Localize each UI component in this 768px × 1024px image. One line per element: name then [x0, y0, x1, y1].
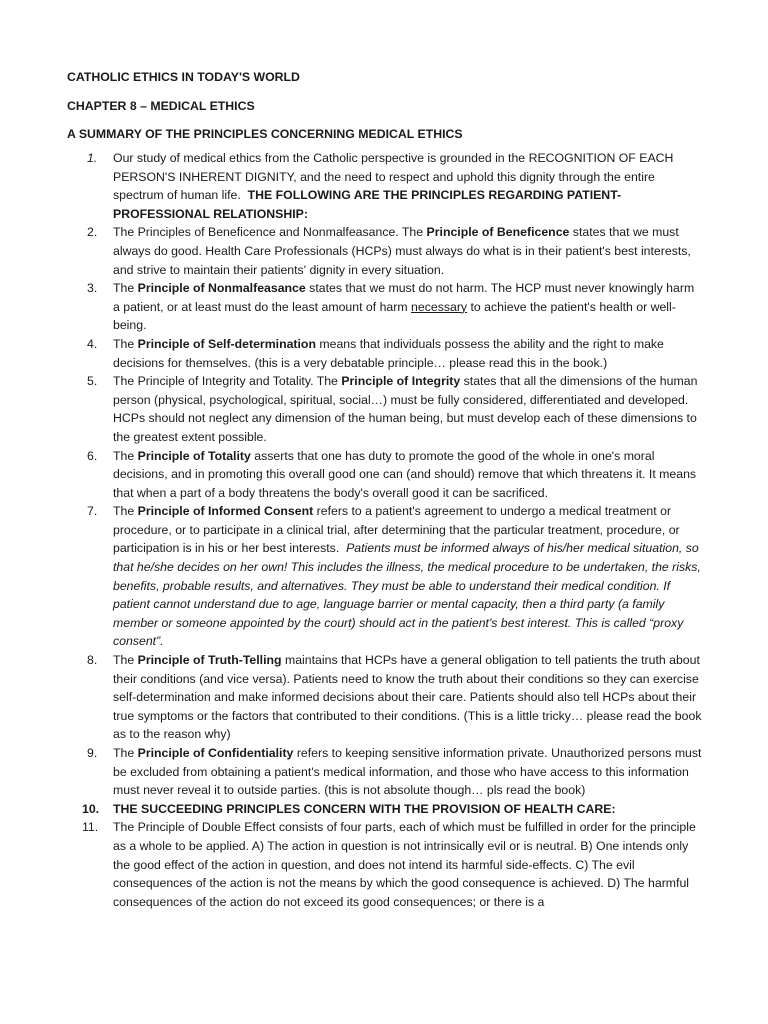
list-item [67, 223, 704, 279]
item-text: states that all the dimensions of the human person (physical, psychological, spiritual, social…) must be fully considered, differentiated and developed. HCPs should not neglect any dimension of the human being, but must develop each of these dimensions to the greatest extent possible. [113, 374, 698, 444]
item-text: asserts that one has duty to promote the good of the whole in one's moral decisions, and in promoting this overall good one can (and should) remove that which threatens it. It means that when a part of a body threatens the body's overall good it can be sacrificed. [113, 448, 697, 500]
list-item [67, 335, 704, 372]
principle-name: Principle of Self-determination [137, 336, 316, 351]
underlined-text: necessary [411, 299, 468, 314]
item-text: The [113, 448, 135, 463]
list-item [67, 502, 704, 651]
item-text: maintains that HCPs have a general obligation to tell patients the truth about their conditions (and vice versa). Patients need to know the truth about their conditions so they can exercise self-determination and make informed decisions about their care. Patients should also tell HCPs about their true symptoms or the factors that contributed to their conditions. (This is a little tricky… please read the book as to the reason why) [113, 653, 702, 742]
item-number: 1. [87, 151, 98, 165]
principle-name: Principle of Informed Consent [137, 504, 314, 519]
principle-name: Principle of Beneficence [426, 225, 570, 240]
item-number: 4. [87, 336, 98, 351]
list-item [67, 447, 704, 503]
item-text: means that individuals possess the ability and the right to make decisions for themselves. (this is a very debatable principle… please read this in the book.) [113, 336, 664, 370]
list-item [67, 651, 704, 744]
principle-name: Principle of Confidentiality [137, 746, 294, 760]
item-number: 2. [87, 225, 98, 240]
list-item [67, 744, 704, 800]
item-text: states that we must always do good. Health Care Professionals (HCPs) must always do what is in their patient's best interests, and strive to maintain their patients' dignity in every situation. [113, 225, 691, 277]
list-item [67, 149, 704, 223]
item-bold-text: THE FOLLOWING ARE THE PRINCIPLES REGARDING PATIENT-PROFESSIONAL RELATIONSHIP: [113, 188, 622, 221]
italic-text: Patients must be informed always of his/her medical situation, so that he/she decides on her own! This includes the illness, the medical procedure to be undertaken, the risks, benefits, probable results, and alternatives. They must be able to understand their medical condition. If patient cannot understand due to age, language barrier or mental capacity, then a third party (a family member or someone appointed by the court) should act in the patient's best interest. This is called “proxy consent”. [113, 541, 701, 649]
item-text: Our study of medical ethics from the Catholic perspective is grounded in the RECOGNITION OF EACH PERSON'S INHERENT DIGNITY, and the need to respect and uphold this dignity through the entire spectrum of human life. [113, 151, 674, 203]
item-text: The Principle of Integrity and Totality. The [113, 374, 338, 389]
item-number: 11. [82, 820, 99, 835]
list-item [67, 818, 704, 911]
item-number: 8. [87, 653, 98, 668]
item-number: 10. [82, 801, 100, 816]
principle-name: Principle of Totality [137, 448, 251, 463]
principle-name: Principle of Truth-Telling [137, 653, 282, 668]
item-number: 7. [87, 504, 98, 519]
item-number: 9. [87, 746, 98, 760]
item-number: 5. [87, 374, 98, 389]
principles-list [67, 149, 704, 911]
item-text: The [113, 653, 135, 668]
principle-name: Principle of Integrity [341, 374, 461, 389]
list-item [67, 800, 704, 819]
item-text: states that we must do not harm. The HCP must never knowingly harm a patient, or at least must do the least amount of harm [113, 281, 695, 314]
section-heading: THE SUCCEEDING PRINCIPLES CONCERN WITH THE PROVISION OF HEALTH CARE: [113, 801, 616, 816]
item-text: The Principle of Double Effect consists of four parts, each of which must be fulfilled in order for the principle as a whole to be applied. A) The action in question is not intrinsically evil or is neutral. B) One intends only the good effect of the action in question, and does not intend its harmful side-effects. C) The evil consequences of the action is not the means by which the good consequence is achieved. D) The harmful consequences of the action do not exceed its good consequences; or there is a [113, 820, 696, 909]
list-item [67, 279, 704, 335]
item-text: refers to keeping sensitive information private. Unauthorized persons must be excluded from obtaining a patient's medical information, and those who have access to this information must never reveal it to outside parties. (this is not absolute though… pls read the book) [113, 746, 702, 798]
document-title: CATHOLIC ETHICS IN TODAY'S WORLD [67, 70, 300, 84]
item-number: 3. [87, 281, 98, 296]
summary-heading: A SUMMARY OF THE PRINCIPLES CONCERNING MEDICAL ETHICS [67, 127, 463, 141]
list-item [67, 372, 704, 446]
item-text: The [113, 746, 135, 760]
item-text: The Principles of Beneficence and Nonmalfeasance. The [113, 225, 424, 240]
chapter-heading: CHAPTER 8 – MEDICAL ETHICS [67, 98, 255, 113]
item-text: The [113, 336, 135, 351]
item-number: 6. [87, 448, 98, 463]
item-text: The [113, 504, 135, 519]
principle-name: Principle of Nonmalfeasance [137, 281, 306, 296]
item-text: refers to a patient's agreement to undergo a medical treatment or procedure, or to participate in a clinical trial, after determining that the particular treatment, procedure, or participation is in his or her best interests. [113, 504, 680, 556]
item-text: The [113, 281, 135, 296]
item-text: to achieve the patient's health or well-being. [113, 299, 676, 333]
